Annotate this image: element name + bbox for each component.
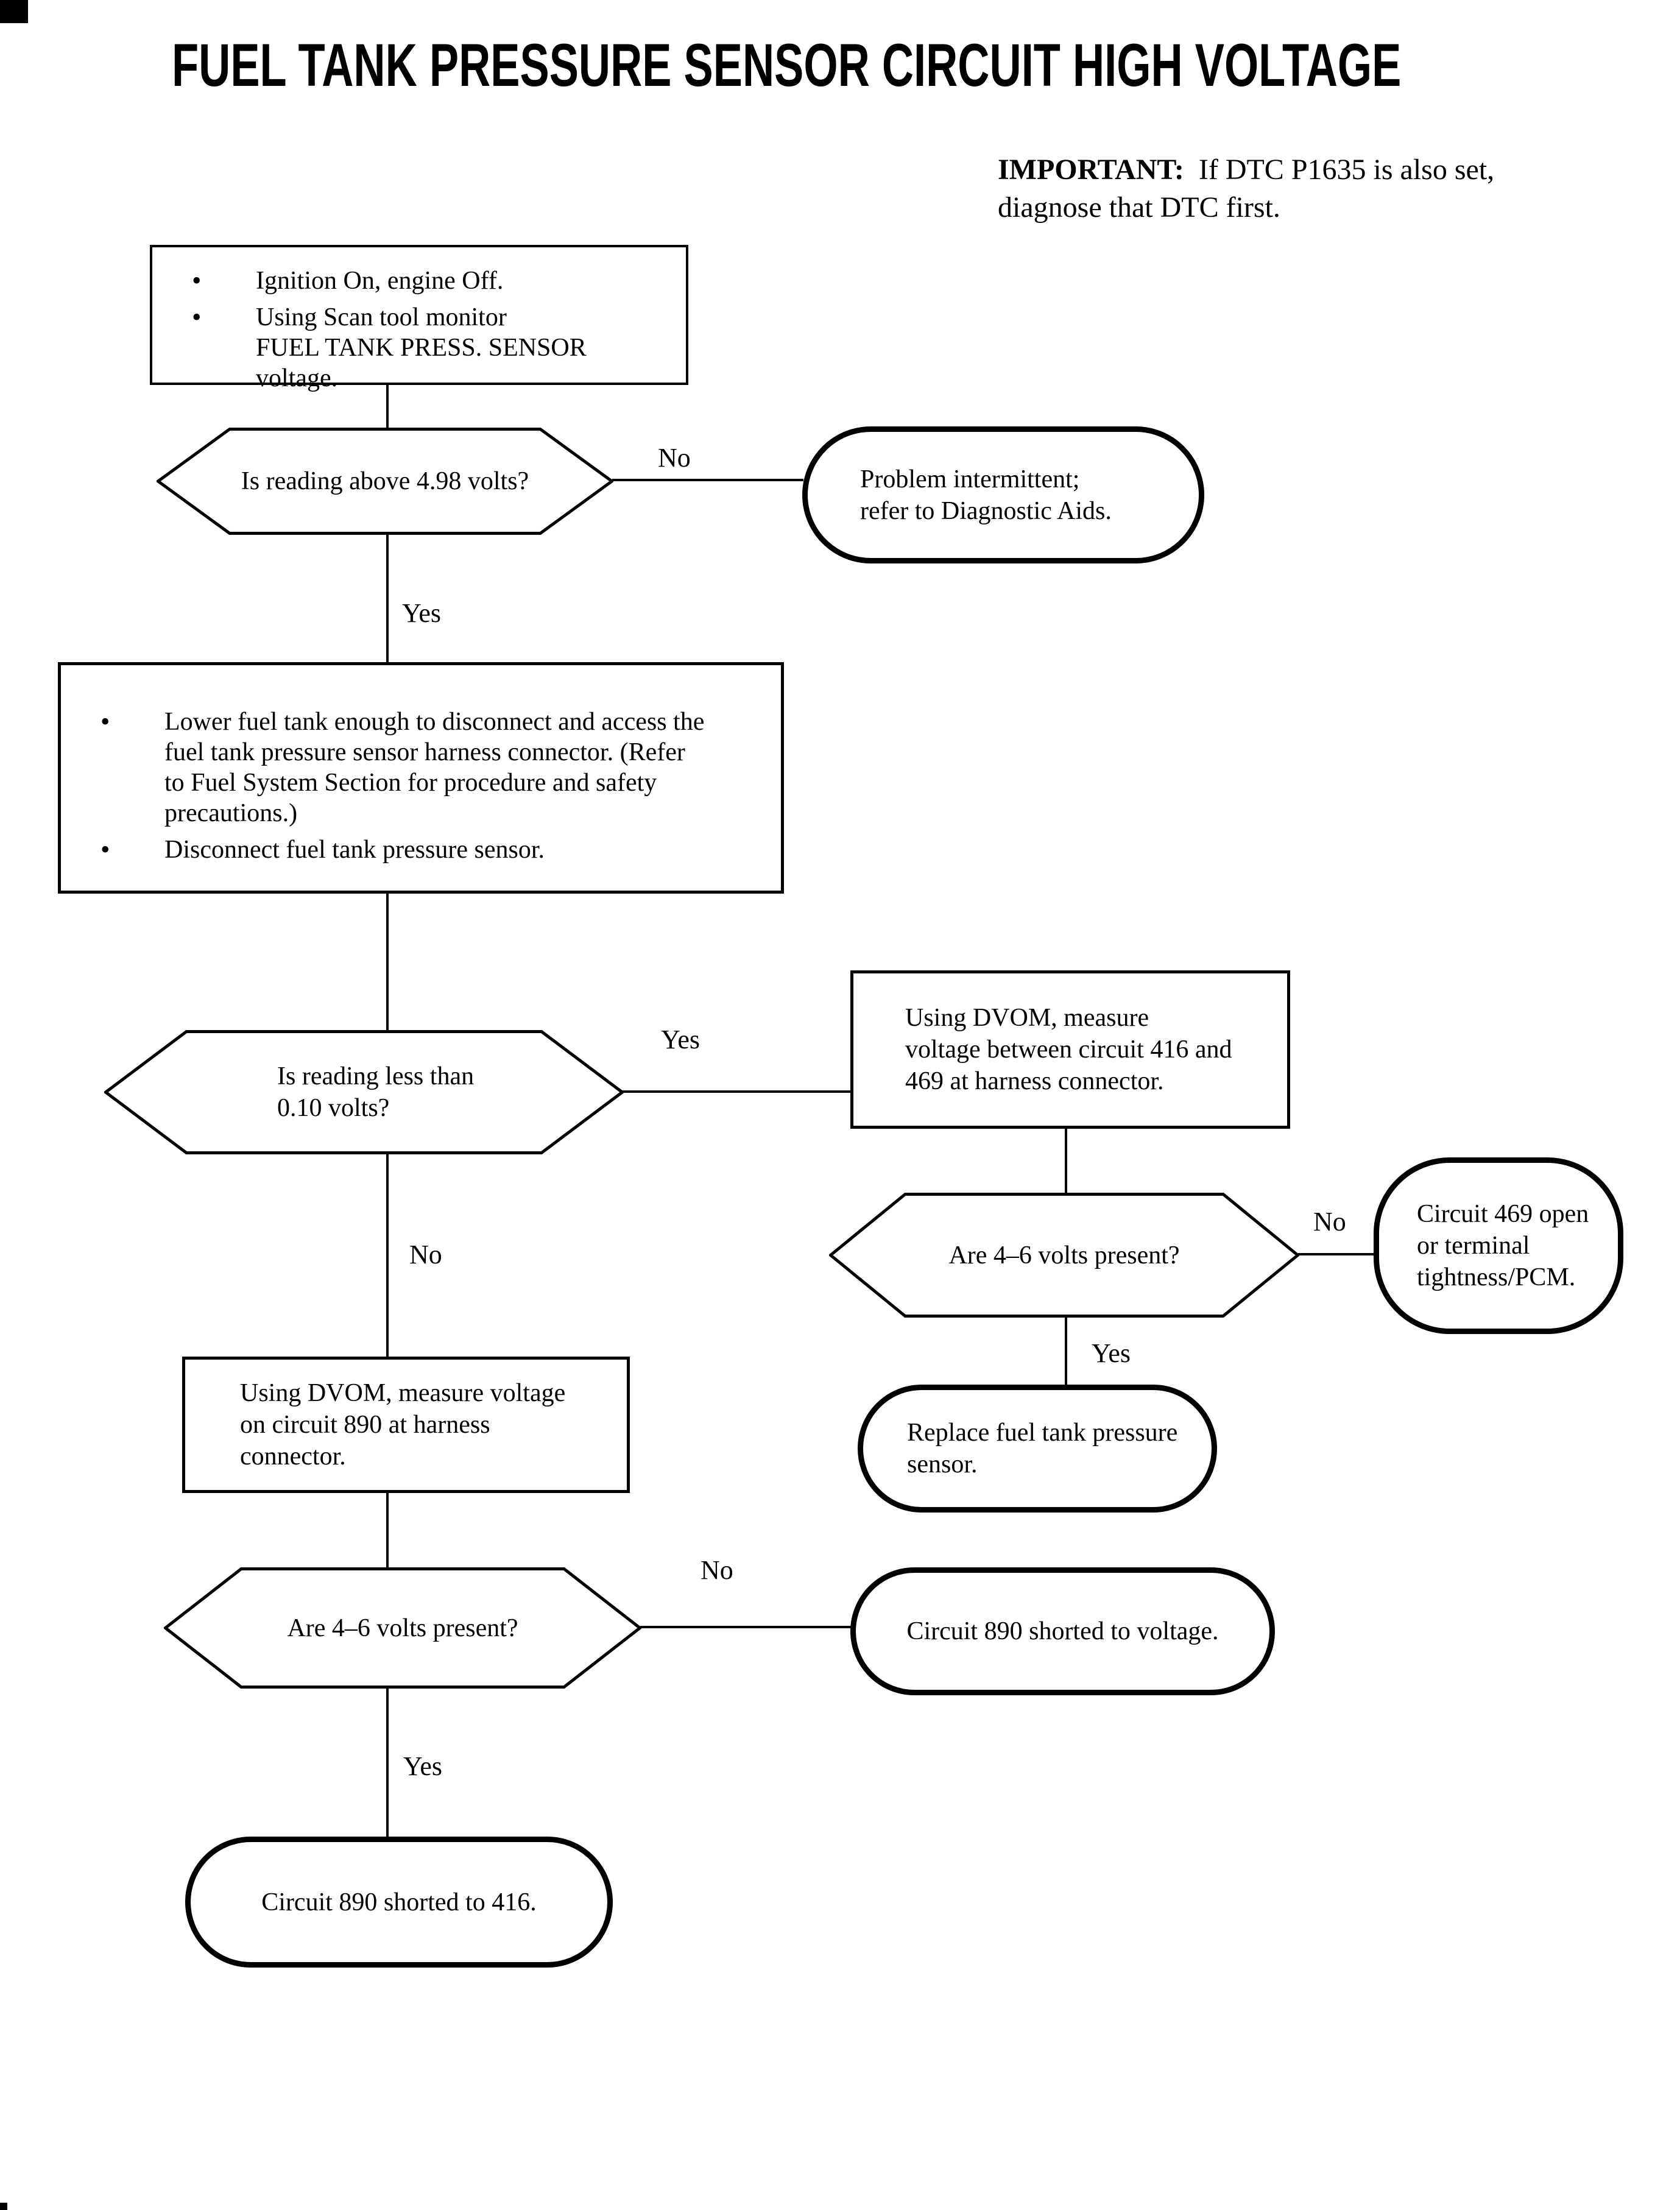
start-bullet-2: [192, 302, 674, 394]
label-decision3-yes: Yes: [1092, 1338, 1131, 1368]
important-notice-line1: [998, 151, 1494, 189]
label-decision1-yes: Yes: [402, 598, 442, 628]
important-notice: [998, 151, 1494, 227]
label-decision3-no: No: [1313, 1207, 1346, 1237]
edge-decision3-yes: [1065, 1316, 1067, 1386]
measure-416-469-line1: Using DVOM, measure: [905, 1004, 1149, 1032]
lower-tank-line4: precautions.): [164, 799, 298, 827]
terminal-890-voltage-text: Circuit 890 shorted to voltage.: [906, 1617, 1219, 1645]
bullet-icon: •: [192, 302, 202, 332]
decision-less-010-line1: Is reading less than: [277, 1062, 475, 1090]
node-measure-890: [182, 1357, 630, 1493]
label-decision1-no: No: [658, 443, 691, 473]
terminal-replace-line2: sensor.: [907, 1450, 978, 1478]
page-title: FUEL TANK PRESSURE SENSOR CIRCUIT HIGH VOLTAGE: [172, 31, 1402, 99]
node-terminal-890-voltage: [850, 1567, 1275, 1695]
scan-artifact-top-left: [0, 0, 28, 23]
edge-decision2-no: [386, 1153, 389, 1358]
node-decision-46-volts-right: [829, 1193, 1299, 1318]
edge-decision4-yes: [386, 1687, 389, 1838]
start-bullet-1-text: Ignition On, engine Off.: [256, 267, 504, 295]
edge-decision4-no: [640, 1626, 852, 1628]
edge-lowertank-to-decision2: [386, 892, 389, 1031]
label-decision2-no: No: [409, 1240, 442, 1269]
bullet-icon: •: [101, 707, 110, 736]
start-bullet-1: [192, 266, 674, 296]
label-decision2-yes: Yes: [661, 1025, 701, 1054]
node-decision-less-010: [104, 1030, 624, 1154]
node-start: [150, 245, 688, 392]
bullet-icon: •: [192, 266, 202, 295]
label-decision4-no: No: [701, 1555, 733, 1585]
edge-measure416-to-decision3: [1065, 1128, 1067, 1195]
important-text1: If DTC P1635 is also set,: [1198, 154, 1495, 186]
measure-416-469-line3: 469 at harness connector.: [905, 1067, 1164, 1095]
node-decision-46-volts-left: [164, 1567, 641, 1689]
start-bullet-2-line1: Using Scan tool monitor: [256, 303, 507, 331]
measure-890-line1: Using DVOM, measure voltage: [240, 1379, 566, 1407]
terminal-469-line3: tightness/PCM.: [1417, 1263, 1576, 1291]
decision-46-volts-left-text: Are 4–6 volts present?: [287, 1614, 518, 1642]
edge-start-to-decision1: [386, 384, 389, 429]
node-terminal-intermittent: [802, 426, 1204, 563]
terminal-890-416-text: Circuit 890 shorted to 416.: [261, 1888, 537, 1916]
decision-46-volts-right-text: Are 4–6 volts present?: [948, 1241, 1180, 1269]
measure-890-line3: connector.: [240, 1442, 346, 1470]
node-measure-416-469: [850, 970, 1290, 1129]
lower-tank-line2: fuel tank pressure sensor harness connector. (Refer: [164, 738, 685, 766]
lower-tank-line3: to Fuel System Section for procedure and safety: [164, 769, 657, 797]
edge-decision1-no: [612, 479, 803, 481]
start-bullet-2-line2: FUEL TANK PRESS. SENSOR: [256, 334, 587, 362]
scan-artifact-bottom-left: [0, 2203, 7, 2210]
node-terminal-circuit-469: [1374, 1157, 1623, 1334]
terminal-469-line1: Circuit 469 open: [1417, 1200, 1589, 1228]
decision-less-010-line2: 0.10 volts?: [277, 1094, 390, 1122]
node-lower-tank: [58, 662, 784, 894]
lower-tank-bullet-1: [101, 707, 769, 828]
lower-tank-line1: Lower fuel tank enough to disconnect and access the: [164, 708, 705, 736]
decision-above-498-text: Is reading above 4.98 volts?: [241, 467, 529, 495]
bullet-icon: •: [101, 835, 110, 864]
edge-decision1-yes: [386, 534, 389, 663]
important-label: IMPORTANT:: [998, 154, 1184, 186]
terminal-469-line2: or terminal: [1417, 1232, 1530, 1260]
measure-416-469-line2: voltage between circuit 416 and: [905, 1036, 1232, 1064]
start-bullet-2-line3: voltage.: [256, 364, 338, 392]
terminal-intermittent-line2: refer to Diagnostic Aids.: [860, 496, 1112, 525]
edge-decision3-no: [1298, 1253, 1375, 1255]
terminal-replace-line1: Replace fuel tank pressure: [907, 1419, 1178, 1447]
label-decision4-yes: Yes: [403, 1751, 443, 1781]
node-terminal-890-416: [185, 1837, 613, 1968]
edge-measure890-to-decision4: [386, 1492, 389, 1569]
important-notice-line2: diagnose that DTC first.: [998, 191, 1280, 224]
lower-tank-bullet-2-text: Disconnect fuel tank pressure sensor.: [164, 836, 545, 864]
measure-890-line2: on circuit 890 at harness: [240, 1411, 490, 1439]
lower-tank-bullet-2: [101, 835, 769, 865]
node-decision-above-498: [157, 428, 613, 535]
terminal-intermittent-line1: Problem intermittent;: [860, 465, 1080, 493]
node-terminal-replace-sensor: [858, 1385, 1217, 1513]
